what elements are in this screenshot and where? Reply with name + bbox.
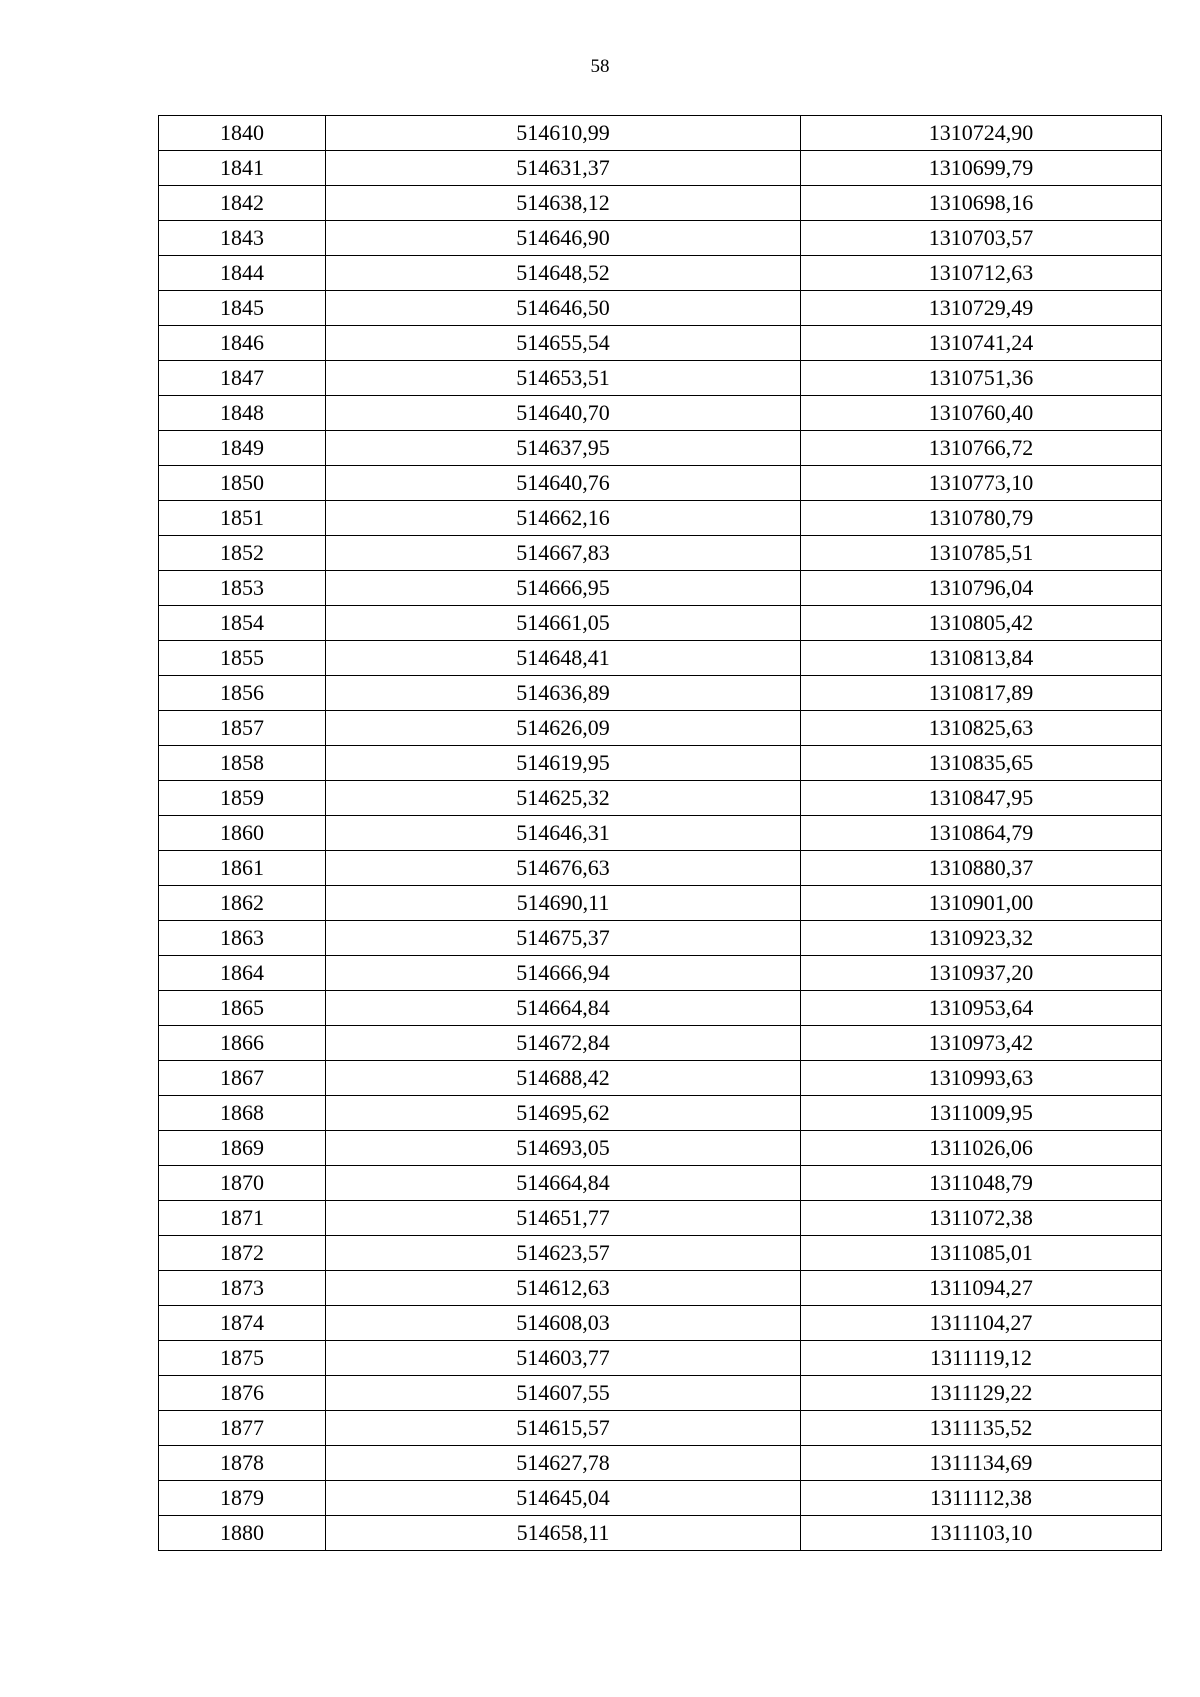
table-row (159, 851, 1162, 886)
point-number-cell: 1877 (159, 1411, 326, 1446)
x-coordinate-cell: 514638,12 (326, 186, 801, 221)
y-coordinate-cell: 1310724,90 (801, 116, 1162, 151)
x-coordinate-cell: 514619,95 (326, 746, 801, 781)
table-row (159, 326, 1162, 361)
point-number-cell: 1866 (159, 1026, 326, 1061)
x-coordinate-cell: 514690,11 (326, 886, 801, 921)
table-row (159, 1236, 1162, 1271)
x-coordinate-cell: 514626,09 (326, 711, 801, 746)
y-coordinate-cell: 1311094,27 (801, 1271, 1162, 1306)
point-number-cell: 1851 (159, 501, 326, 536)
x-coordinate-cell: 514667,83 (326, 536, 801, 571)
point-number-cell: 1874 (159, 1306, 326, 1341)
table-row (159, 256, 1162, 291)
point-number-cell: 1853 (159, 571, 326, 606)
point-number-cell: 1848 (159, 396, 326, 431)
y-coordinate-cell: 1311134,69 (801, 1446, 1162, 1481)
table-row (159, 501, 1162, 536)
table-row (159, 606, 1162, 641)
x-coordinate-cell: 514655,54 (326, 326, 801, 361)
point-number-cell: 1858 (159, 746, 326, 781)
point-number-cell: 1842 (159, 186, 326, 221)
y-coordinate-cell: 1310698,16 (801, 186, 1162, 221)
point-number-cell: 1869 (159, 1131, 326, 1166)
point-number-cell: 1841 (159, 151, 326, 186)
x-coordinate-cell: 514631,37 (326, 151, 801, 186)
table-row (159, 1481, 1162, 1516)
x-coordinate-cell: 514662,16 (326, 501, 801, 536)
y-coordinate-cell: 1311026,06 (801, 1131, 1162, 1166)
table-row (159, 1341, 1162, 1376)
point-number-cell: 1878 (159, 1446, 326, 1481)
table-row (159, 1026, 1162, 1061)
y-coordinate-cell: 1310825,63 (801, 711, 1162, 746)
y-coordinate-cell: 1310729,49 (801, 291, 1162, 326)
y-coordinate-cell: 1310796,04 (801, 571, 1162, 606)
y-coordinate-cell: 1310901,00 (801, 886, 1162, 921)
y-coordinate-cell: 1310699,79 (801, 151, 1162, 186)
table-row (159, 151, 1162, 186)
y-coordinate-cell: 1310880,37 (801, 851, 1162, 886)
point-number-cell: 1875 (159, 1341, 326, 1376)
y-coordinate-cell: 1311112,38 (801, 1481, 1162, 1516)
table-row (159, 816, 1162, 851)
point-number-cell: 1868 (159, 1096, 326, 1131)
x-coordinate-cell: 514664,84 (326, 991, 801, 1026)
table-row (159, 1271, 1162, 1306)
x-coordinate-cell: 514648,41 (326, 641, 801, 676)
x-coordinate-cell: 514608,03 (326, 1306, 801, 1341)
y-coordinate-cell: 1310835,65 (801, 746, 1162, 781)
y-coordinate-cell: 1310805,42 (801, 606, 1162, 641)
table-row (159, 956, 1162, 991)
point-number-cell: 1864 (159, 956, 326, 991)
point-number-cell: 1876 (159, 1376, 326, 1411)
point-number-cell: 1863 (159, 921, 326, 956)
table-row (159, 886, 1162, 921)
table-row (159, 921, 1162, 956)
y-coordinate-cell: 1310703,57 (801, 221, 1162, 256)
x-coordinate-cell: 514648,52 (326, 256, 801, 291)
point-number-cell: 1840 (159, 116, 326, 151)
y-coordinate-cell: 1311129,22 (801, 1376, 1162, 1411)
y-coordinate-cell: 1310953,64 (801, 991, 1162, 1026)
table-row (159, 641, 1162, 676)
x-coordinate-cell: 514625,32 (326, 781, 801, 816)
table-row (159, 1446, 1162, 1481)
x-coordinate-cell: 514695,62 (326, 1096, 801, 1131)
point-number-cell: 1862 (159, 886, 326, 921)
point-number-cell: 1859 (159, 781, 326, 816)
table-row (159, 396, 1162, 431)
x-coordinate-cell: 514615,57 (326, 1411, 801, 1446)
x-coordinate-cell: 514666,94 (326, 956, 801, 991)
point-number-cell: 1870 (159, 1166, 326, 1201)
y-coordinate-cell: 1310766,72 (801, 431, 1162, 466)
table-row (159, 1201, 1162, 1236)
x-coordinate-cell: 514651,77 (326, 1201, 801, 1236)
coordinates-table-body (159, 116, 1162, 1551)
point-number-cell: 1861 (159, 851, 326, 886)
point-number-cell: 1843 (159, 221, 326, 256)
y-coordinate-cell: 1311135,52 (801, 1411, 1162, 1446)
y-coordinate-cell: 1311072,38 (801, 1201, 1162, 1236)
point-number-cell: 1855 (159, 641, 326, 676)
table-row (159, 1376, 1162, 1411)
point-number-cell: 1845 (159, 291, 326, 326)
x-coordinate-cell: 514623,57 (326, 1236, 801, 1271)
x-coordinate-cell: 514646,90 (326, 221, 801, 256)
point-number-cell: 1847 (159, 361, 326, 396)
point-number-cell: 1849 (159, 431, 326, 466)
table-row (159, 291, 1162, 326)
x-coordinate-cell: 514646,31 (326, 816, 801, 851)
x-coordinate-cell: 514640,76 (326, 466, 801, 501)
table-row (159, 536, 1162, 571)
table-row (159, 1131, 1162, 1166)
y-coordinate-cell: 1310785,51 (801, 536, 1162, 571)
x-coordinate-cell: 514675,37 (326, 921, 801, 956)
x-coordinate-cell: 514640,70 (326, 396, 801, 431)
x-coordinate-cell: 514672,84 (326, 1026, 801, 1061)
x-coordinate-cell: 514661,05 (326, 606, 801, 641)
y-coordinate-cell: 1310813,84 (801, 641, 1162, 676)
table-row (159, 781, 1162, 816)
page-number: 58 (590, 56, 610, 77)
x-coordinate-cell: 514637,95 (326, 431, 801, 466)
y-coordinate-cell: 1310780,79 (801, 501, 1162, 536)
table-row (159, 431, 1162, 466)
y-coordinate-cell: 1311048,79 (801, 1166, 1162, 1201)
point-number-cell: 1850 (159, 466, 326, 501)
point-number-cell: 1857 (159, 711, 326, 746)
y-coordinate-cell: 1310937,20 (801, 956, 1162, 991)
table-row (159, 711, 1162, 746)
x-coordinate-cell: 514645,04 (326, 1481, 801, 1516)
table-row (159, 676, 1162, 711)
x-coordinate-cell: 514646,50 (326, 291, 801, 326)
point-number-cell: 1871 (159, 1201, 326, 1236)
table-row (159, 466, 1162, 501)
point-number-cell: 1873 (159, 1271, 326, 1306)
point-number-cell: 1854 (159, 606, 326, 641)
point-number-cell: 1879 (159, 1481, 326, 1516)
point-number-cell: 1856 (159, 676, 326, 711)
x-coordinate-cell: 514693,05 (326, 1131, 801, 1166)
table-row (159, 361, 1162, 396)
x-coordinate-cell: 514627,78 (326, 1446, 801, 1481)
point-number-cell: 1852 (159, 536, 326, 571)
y-coordinate-cell: 1310751,36 (801, 361, 1162, 396)
table-row (159, 186, 1162, 221)
x-coordinate-cell: 514676,63 (326, 851, 801, 886)
y-coordinate-cell: 1311103,10 (801, 1516, 1162, 1551)
x-coordinate-cell: 514636,89 (326, 676, 801, 711)
point-number-cell: 1844 (159, 256, 326, 291)
table-row (159, 746, 1162, 781)
table-row (159, 571, 1162, 606)
y-coordinate-cell: 1310817,89 (801, 676, 1162, 711)
y-coordinate-cell: 1310773,10 (801, 466, 1162, 501)
y-coordinate-cell: 1310847,95 (801, 781, 1162, 816)
y-coordinate-cell: 1310760,40 (801, 396, 1162, 431)
x-coordinate-cell: 514666,95 (326, 571, 801, 606)
y-coordinate-cell: 1310741,24 (801, 326, 1162, 361)
table-row (159, 991, 1162, 1026)
y-coordinate-cell: 1311104,27 (801, 1306, 1162, 1341)
point-number-cell: 1846 (159, 326, 326, 361)
x-coordinate-cell: 514612,63 (326, 1271, 801, 1306)
y-coordinate-cell: 1310864,79 (801, 816, 1162, 851)
x-coordinate-cell: 514603,77 (326, 1341, 801, 1376)
point-number-cell: 1865 (159, 991, 326, 1026)
point-number-cell: 1872 (159, 1236, 326, 1271)
y-coordinate-cell: 1311119,12 (801, 1341, 1162, 1376)
y-coordinate-cell: 1311009,95 (801, 1096, 1162, 1131)
y-coordinate-cell: 1310923,32 (801, 921, 1162, 956)
x-coordinate-cell: 514658,11 (326, 1516, 801, 1551)
table-row (159, 1411, 1162, 1446)
x-coordinate-cell: 514653,51 (326, 361, 801, 396)
table-row (159, 1306, 1162, 1341)
x-coordinate-cell: 514688,42 (326, 1061, 801, 1096)
table-row (159, 1166, 1162, 1201)
table-row (159, 221, 1162, 256)
y-coordinate-cell: 1310712,63 (801, 256, 1162, 291)
x-coordinate-cell: 514610,99 (326, 116, 801, 151)
x-coordinate-cell: 514607,55 (326, 1376, 801, 1411)
table-row (159, 1061, 1162, 1096)
point-number-cell: 1867 (159, 1061, 326, 1096)
x-coordinate-cell: 514664,84 (326, 1166, 801, 1201)
table-row (159, 1096, 1162, 1131)
table-row (159, 116, 1162, 151)
point-number-cell: 1880 (159, 1516, 326, 1551)
y-coordinate-cell: 1311085,01 (801, 1236, 1162, 1271)
coordinates-table (158, 115, 1162, 1551)
y-coordinate-cell: 1310973,42 (801, 1026, 1162, 1061)
table-row (159, 1516, 1162, 1551)
point-number-cell: 1860 (159, 816, 326, 851)
y-coordinate-cell: 1310993,63 (801, 1061, 1162, 1096)
